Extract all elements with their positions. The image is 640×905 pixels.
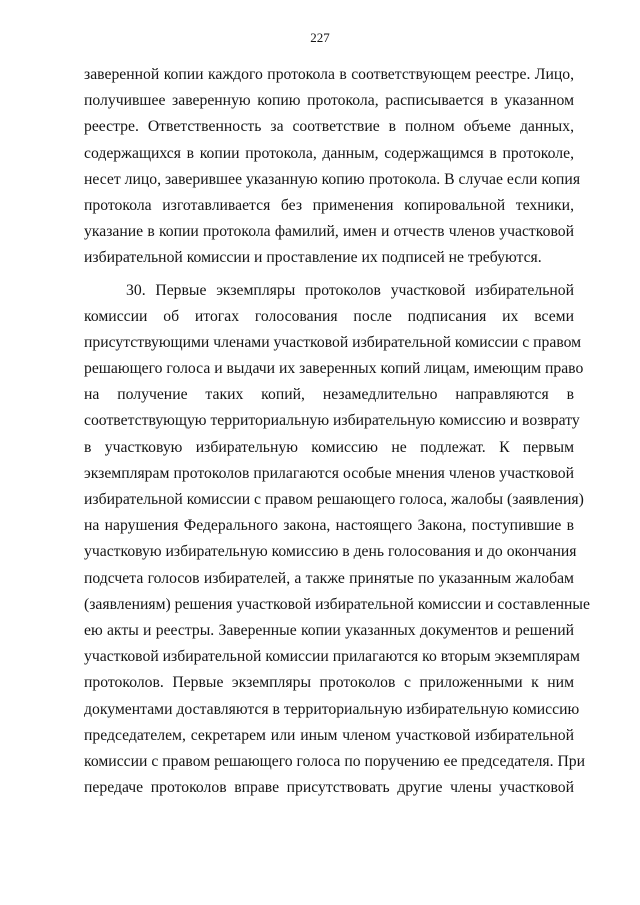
text-line: избирательной комиссии и проставление их подписей не требуются. xyxy=(84,249,542,267)
text-line: в участковую избирательную комиссию не подлежат. К первым xyxy=(84,438,574,456)
text-line: указание в копии протокола фамилий, имен и отчеств членов участковой xyxy=(84,223,574,241)
text-line: протокола изготавливается без применения копировальной техники, xyxy=(84,196,574,214)
text-line: 30. Первые экземпляры протоколов участковой избирательной xyxy=(126,281,574,299)
text-line: заверенной копии каждого протокола в соответствующем реестре. Лицо, xyxy=(84,66,574,83)
document-body xyxy=(84,62,590,801)
text-line: протоколов. Первые экземпляры протоколов с приложенными к ним xyxy=(84,674,574,692)
text-line: избирательной комиссии с правом решающего голоса, жалобы (заявления) xyxy=(84,491,584,508)
text-line: комиссии с правом решающего голоса по поручению ее председателя. При xyxy=(84,752,586,770)
paragraph-30 xyxy=(84,278,590,802)
text-line: решающего голоса и выдачи их заверенных копий лицам, имеющим право xyxy=(84,360,584,378)
text-line: присутствующими членами участковой избирательной комиссии с правом xyxy=(84,333,582,351)
paragraph-continuation xyxy=(84,62,581,272)
text-line: (заявлениям) решения участковой избирательной комиссии и составленные xyxy=(84,595,590,613)
text-line: комиссии об итогах голосования после подписания их всеми xyxy=(84,307,574,325)
text-line: подсчета голосов избирателей, а также принятые по указанным жалобам xyxy=(84,569,574,587)
text-line: несет лицо, заверившее указанную копию протокола. В случае если копия xyxy=(84,170,581,188)
text-line: на получение таких копий, незамедлительно направляются в xyxy=(84,386,574,404)
text-line: экземплярам протоколов прилагаются особые мнения членов участковой xyxy=(84,464,574,482)
text-line: участковой избирательной комиссии прилагаются ко вторым экземплярам xyxy=(84,648,580,666)
text-line: документами доставляются в территориальную избирательную комиссию xyxy=(84,700,580,718)
text-line: председателем, секретарем или иным членом участковой избирательной xyxy=(84,726,574,744)
text-line: на нарушения Федерального закона, настоящего Закона, поступившие в xyxy=(84,517,574,535)
text-line: соответствующую территориальную избирательную комиссию и возврату xyxy=(84,412,580,430)
page-number: 227 xyxy=(310,30,330,45)
text-line: реестре. Ответственность за соответствие в полном объеме данных, xyxy=(84,118,574,136)
text-line: получившее заверенную копию протокола, расписывается в указанном xyxy=(84,92,574,110)
text-line: содержащихся в копии протокола, данным, содержащимся в протоколе, xyxy=(84,144,574,162)
text-line: участковую избирательную комиссию в день голосования и до окончания xyxy=(84,543,577,561)
text-line: ею акты и реестры. Заверенные копии указанных документов и решений xyxy=(84,621,574,639)
text-line: передаче протоколов вправе присутствовать другие члены участковой xyxy=(84,779,574,797)
